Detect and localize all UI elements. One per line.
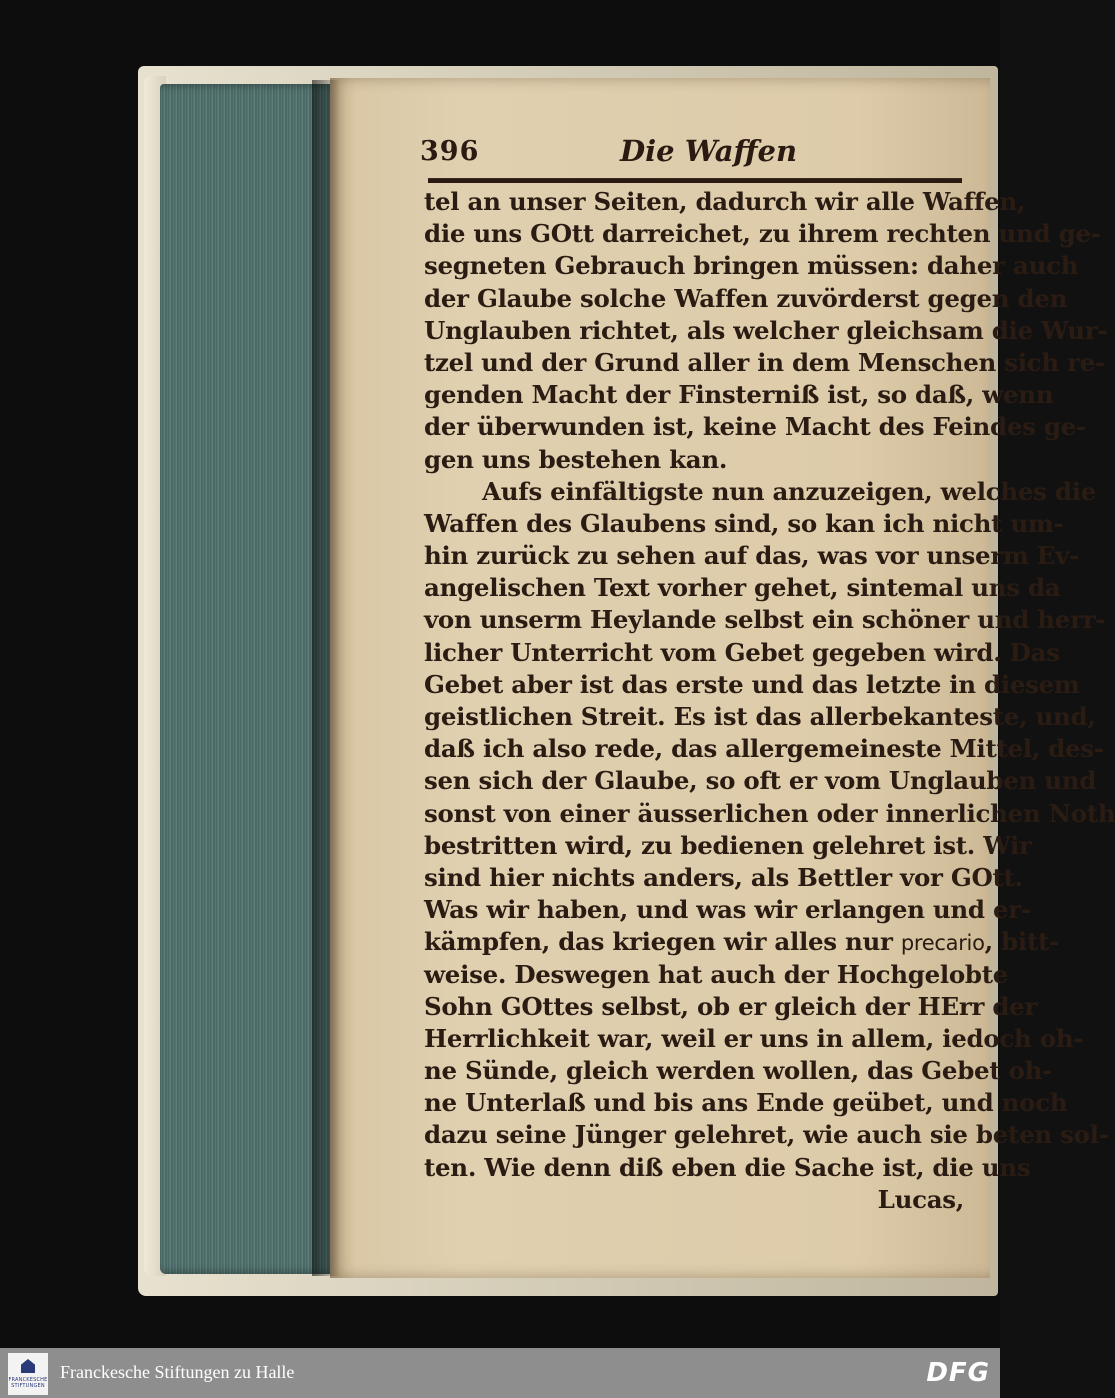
text-line: dazu seine Jünger gelehret, wie auch sie beten sol- — [424, 1120, 1109, 1150]
text-line: bestritten wird, zu bedienen gelehret ist. Wir — [424, 830, 1032, 860]
text-line: gen uns bestehen kan. — [424, 444, 728, 474]
text-line: sonst von einer äusserlichen oder innerlichen Noth — [424, 798, 1115, 828]
text-line: daß ich also rede, das allergemeineste Mittel, des- — [424, 734, 1104, 764]
text-line-mixed — [424, 926, 1059, 958]
text-line: hin zurück zu sehen auf das, was vor unserm Ev- — [424, 541, 1079, 571]
viewer-footer — [0, 1348, 1000, 1398]
page-header — [420, 130, 965, 174]
text-line: der überwunden ist, keine Macht des Feindes ge- — [424, 412, 1086, 442]
page-body — [424, 186, 1115, 1216]
text-line: Waffen des Glaubens sind, so kan ich nicht um- — [424, 508, 1064, 538]
house-icon — [21, 1359, 35, 1373]
text-line: Gebet aber ist das erste und das letzte in diesem — [424, 669, 1080, 699]
header-rule — [428, 178, 962, 183]
text-line: segneten Gebrauch bringen müssen: daher auch — [424, 251, 1079, 281]
text-line: tzel und der Grund aller in dem Menschen sich re- — [424, 347, 1105, 377]
page-number: 396 — [420, 136, 480, 167]
text-line: Sohn GOttes selbst, ob er gleich der HErr der — [424, 991, 1038, 1021]
institution-logo[interactable] — [8, 1353, 48, 1395]
text-line: ten. Wie denn diß eben die Sache ist, die uns — [424, 1152, 1031, 1182]
institution-name[interactable]: Franckesche Stiftungen zu Halle — [60, 1362, 295, 1382]
latin-word: precario — [900, 931, 985, 956]
text-line: weise. Deswegen hat auch der Hochgelobte — [424, 959, 1009, 989]
text-line: geistlichen Streit. Es ist das allerbekanteste, und, — [424, 702, 1096, 731]
funder-logo[interactable]: DFG — [926, 1358, 990, 1388]
logo-text: FRANCKESCHE STIFTUNGEN — [8, 1377, 48, 1389]
text-line: sen sich der Glaube, so oft er vom Unglauben und — [424, 766, 1097, 796]
gutter-shadow — [312, 80, 340, 1276]
text-line: der Glaube solche Waffen zuvörderst gegen den — [424, 283, 1068, 313]
text-line: genden Macht der Finsterniß ist, so daß, wenn — [424, 380, 1054, 410]
running-head: Die Waffen — [620, 134, 798, 168]
text-line: angelischen Text vorher gehet, sintemal uns da — [424, 573, 1061, 603]
text-line: ne Sünde, gleich werden wollen, das Gebet oh- — [424, 1056, 1052, 1086]
text-line: die uns GOtt darreichet, zu ihrem rechten und ge- — [424, 219, 1101, 249]
text-line: licher Unterricht vom Gebet gegeben wird. Das — [424, 637, 1060, 667]
text-line-paragraph-start: Aufs einfältigste nun anzuzeigen, welches die — [482, 476, 1097, 506]
text-line: tel an unser Seiten, dadurch wir alle Waffen, — [424, 187, 1026, 216]
text-line: von unserm Heylande selbst ein schöner und herr- — [424, 605, 1106, 635]
text-line: sind hier nichts anders, als Bettler vor GOtt. — [424, 862, 1023, 892]
catchword: Lucas, — [877, 1184, 964, 1214]
text-line: Herrlichkeit war, weil er uns in allem, iedoch oh- — [424, 1023, 1084, 1053]
text-line: ne Unterlaß und bis ans Ende geübet, und noch — [424, 1088, 1068, 1118]
text-line: Unglauben richtet, als welcher gleichsam die Wur- — [424, 315, 1108, 345]
text-line: Was wir haben, und was wir erlangen und er- — [424, 895, 1031, 925]
text-line-start: kämpfen, das kriegen wir alles nur — [424, 927, 901, 957]
text-line-end: , bitt- — [984, 927, 1059, 957]
